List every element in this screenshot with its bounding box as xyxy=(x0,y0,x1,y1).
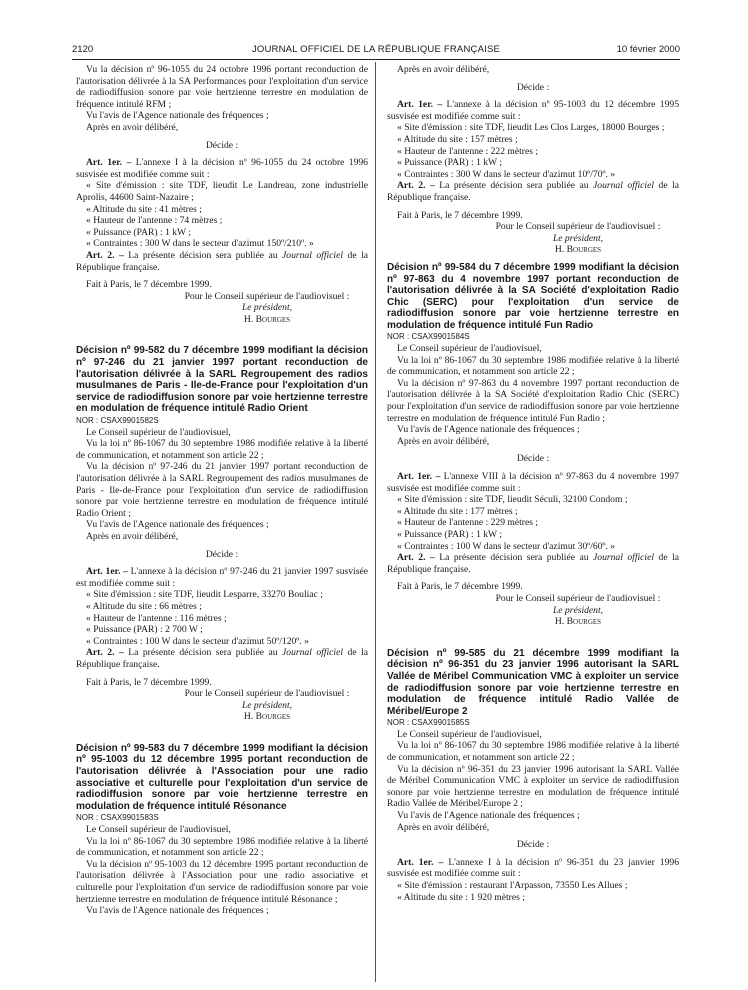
article-text: La présente décision sera publiée au xyxy=(439,552,589,564)
paragraph: Vu la décision nº 96-1055 du 24 octobre 1996 portant reconduction de l'autorisation délivrée à la SA Performances pour l'exploitation d'un service de radiodiffusion sonore par voie hertzienne terrestre en modulation de fréquence intitulé RFM ; xyxy=(76,64,368,110)
antenna-height-line: « Hauteur de l'antenne : 116 mètres ; xyxy=(86,612,227,624)
journal-name: Journal officiel xyxy=(593,552,655,564)
antenna-height-line: « Hauteur de l'antenne : 229 mètres ; xyxy=(397,517,539,529)
article-1 xyxy=(76,157,368,180)
article-1 xyxy=(387,99,679,122)
altitude-line: « Altitude du site : 66 mètres ; xyxy=(86,600,202,612)
article-2 xyxy=(76,250,368,273)
signatory-title: Le président, xyxy=(552,604,604,616)
paragraph: Vu la loi nº 86-1067 du 30 septembre 1986 modifiée relative à la liberté de communication, et notamment son article 22 ; xyxy=(387,354,679,378)
paragraph: Vu l'avis de l'Agence nationale des fréquences ; xyxy=(86,519,269,531)
left-column xyxy=(76,64,368,917)
done-at: Fait à Paris, le 7 décembre 1999. xyxy=(86,676,212,688)
decision-title: Décision nº 99-582 du 7 décembre 1999 modifiant la décision nº 97-246 du 21 janvier 1997 portant reconduction de l'autorisation délivrée à la SARL Regroupement des radios musulmanes de Paris - Ile-de-France pour l'exploitation d'un service de radiodiffusion sonore par voie hertzienne terrestre en modulation de fréquence intitulé Radio Orient xyxy=(76,345,368,415)
article-text: L'annexe à la décision nº 97-246 du 21 janvier 1997 susvisée est modifiée comme suit : xyxy=(76,566,368,589)
altitude-line: « Altitude du site : 1 920 mètres ; xyxy=(397,891,525,903)
constraints-line: « Contraintes : 100 W dans le secteur d'azimut 50º/120º. » xyxy=(86,635,309,647)
paragraph: Le Conseil supérieur de l'audiovisuel, xyxy=(86,824,231,836)
signatory-title: Le président, xyxy=(552,232,604,244)
nor-reference: NOR : CSAX9901582S xyxy=(76,416,159,426)
power-line: « Puissance (PAR) : 1 kW ; xyxy=(86,226,192,238)
decision-title: Décision nº 99-585 du 21 décembre 1999 modifiant la décision nº 96-351 du 23 janvier 1996 autorisant la SARL Vallée de Méribel Communication VMC à exploiter un service de radiodiffusion sonore par voie hertzienne terrestre en modulation de fréquence intitulé Radio Vallée de Méribel/Europe 2 xyxy=(387,647,679,717)
article-label: Art. 1er. – xyxy=(397,856,444,868)
article-label: Art. 1er. – xyxy=(397,99,443,111)
paragraph: Le Conseil supérieur de l'audiovisuel, xyxy=(397,343,542,355)
right-column xyxy=(387,64,679,903)
article-label: Art. 2. – xyxy=(397,180,435,192)
done-at: Fait à Paris, le 7 décembre 1999. xyxy=(397,581,523,593)
decide-heading: Décide : xyxy=(516,453,550,465)
article-text: La présente décision sera publiée au xyxy=(128,249,278,261)
antenna-height-line: « Hauteur de l'antenne : 222 mètres ; xyxy=(397,145,539,157)
article-text: La présente décision sera publiée au xyxy=(128,647,278,659)
antenna-height-line: « Hauteur de l'antenne : 74 mètres ; xyxy=(86,215,223,227)
header-rule xyxy=(72,59,680,60)
nor-reference: NOR : CSAX9901585S xyxy=(387,718,470,728)
article-2 xyxy=(76,647,368,670)
signatory-name: H. Bourges xyxy=(554,616,602,628)
power-line: « Puissance (PAR) : 1 kW ; xyxy=(397,157,503,169)
article-2 xyxy=(387,180,679,203)
paragraph: Vu la décision nº 95-1003 du 12 décembre 1995 portant reconduction de l'autorisation délivrée à l'Association pour une radio associative et culturelle pour l'exploitation d'un service de radiodiffusion sonore par voie hertzienne terrestre en modulation de fréquence intitulé Résonance ; xyxy=(76,858,368,905)
paragraph: Après en avoir délibéré, xyxy=(397,435,490,447)
signatory-name: H. Bourges xyxy=(243,313,291,325)
signatory-title: Le président, xyxy=(241,302,293,314)
constraints-line: « Contraintes : 300 W dans le secteur d'azimut 10º/70º. » xyxy=(397,168,616,180)
decide-heading: Décide : xyxy=(205,548,239,560)
paragraph: Vu la loi nº 86-1067 du 30 septembre 1986 modifiée relative à la liberté de communication, et notamment son article 22 ; xyxy=(76,835,368,859)
paragraph: Après en avoir délibéré, xyxy=(86,530,179,542)
power-line: « Puissance (PAR) : 1 kW ; xyxy=(397,528,503,540)
paragraph: Le Conseil supérieur de l'audiovisuel, xyxy=(397,728,542,740)
signatory-name: H. Bourges xyxy=(554,244,602,256)
paragraph: Vu l'avis de l'Agence nationale des fréquences ; xyxy=(397,424,580,436)
site-line: « Site d'émission : site TDF, lieudit Les Clos Larges, 18000 Bourges ; xyxy=(397,122,665,134)
decide-heading: Décide : xyxy=(516,839,550,851)
altitude-line: « Altitude du site : 157 mètres ; xyxy=(397,133,518,145)
journal-title: JOURNAL OFFICIEL DE LA RÉPUBLIQUE FRANÇAISE xyxy=(251,44,501,55)
site-line: « Site d'émission : restaurant l'Arpasson, 73550 Les Allues ; xyxy=(397,880,628,891)
issue-date: 10 février 2000 xyxy=(616,44,680,55)
paragraph: Vu la décision nº 97-863 du 4 novembre 1997 portant reconduction de l'autorisation délivrée à la SA Société d'exploitation Radio Chic (SERC) pour l'exploitation d'un service de radiodiffusion sonore par voie hertzienne terrestre en modulation de fréquence intitulé Fun Radio ; xyxy=(387,377,679,424)
article-label: Art. 1er. – xyxy=(397,471,441,482)
column-divider xyxy=(375,62,376,982)
page-number: 2120 xyxy=(72,44,94,55)
signatory-name: H. Bourges xyxy=(243,711,291,723)
signatory-for: Pour le Conseil supérieur de l'audiovisuel : xyxy=(184,290,350,302)
decision-title: Décision nº 99-583 du 7 décembre 1999 modifiant la décision nº 95-1003 du 12 décembre 1995 portant reconduction de l'autorisation délivrée à l'Association pour une radio associative et culturelle pour l'exploitation d'un service de radiodiffusion sonore par voie hertzienne terrestre en modulation de fréquence intitulé Résonance xyxy=(76,742,368,812)
article-label: Art. 2. – xyxy=(86,647,124,659)
paragraph: Vu la loi nº 86-1067 du 30 septembre 1986 modifiée relative à la liberté de communication, et notamment son article 22 ; xyxy=(76,438,368,461)
article-label: Art. 2. – xyxy=(397,552,435,564)
article-text: de la République française. xyxy=(76,249,368,273)
paragraph: Vu la loi nº 86-1067 du 30 septembre 1986 modifiée relative à la liberté de communication, et notamment son article 22 ; xyxy=(387,740,679,764)
done-at: Fait à Paris, le 7 décembre 1999. xyxy=(397,209,523,221)
article-text: L'annexe à la décision nº 95-1003 du 12 décembre 1995 susvisée est modifiée comme suit : xyxy=(387,99,679,122)
site-line: « Site d'émission : site TDF, lieudit Lesparre, 33270 Bouliac ; xyxy=(86,589,323,601)
paragraph: Après en avoir délibéré, xyxy=(397,64,490,75)
article-label: Art. 1er. – xyxy=(86,157,132,169)
journal-name: Journal officiel xyxy=(282,249,344,261)
decide-heading: Décide : xyxy=(516,81,550,93)
article-2 xyxy=(387,552,679,575)
paragraph: Vu l'avis de l'Agence nationale des fréquences ; xyxy=(86,905,269,917)
done-at: Fait à Paris, le 7 décembre 1999. xyxy=(86,279,212,291)
decision-title: Décision nº 99-584 du 7 décembre 1999 modifiant la décision nº 97-863 du 4 novembre 1997 portant reconduction de l'autorisation délivrée à la SA Société d'exploitation Radio Chic (SERC) pour l'exploitation d'un service de radiodiffusion sonore par voie hertzienne terrestre en modulation de fréquence intitulé Fun Radio xyxy=(387,261,679,331)
paragraph: Vu l'avis de l'Agence nationale des fréquences ; xyxy=(397,810,580,822)
article-text: L'annexe VIII à la décision nº 97-863 du 4 novembre 1997 susvisée est modifiée comme suit : xyxy=(387,471,679,494)
site-line: « Site d'émission : site TDF, lieudit Le Landreau, zone industrielle Aprolis, 44600 Saint-Nazaire ; xyxy=(76,180,368,203)
decide-heading: Décide : xyxy=(205,139,239,151)
page-header xyxy=(72,44,680,58)
altitude-line: « Altitude du site : 177 mètres ; xyxy=(397,505,518,517)
paragraph: Vu l'avis de l'Agence nationale des fréquences ; xyxy=(86,110,269,122)
article-text: de la République française. xyxy=(76,647,368,670)
altitude-line: « Altitude du site : 41 mètres ; xyxy=(86,203,202,215)
constraints-line: « Contraintes : 300 W dans le secteur d'azimut 150º/210º. » xyxy=(86,238,314,250)
paragraph: Après en avoir délibéré, xyxy=(86,121,179,133)
paragraph: Le Conseil supérieur de l'audiovisuel, xyxy=(86,426,231,438)
journal-name: Journal officiel xyxy=(593,180,655,192)
article-label: Art. 1er. – xyxy=(86,566,128,578)
site-line: « Site d'émission : site TDF, lieudit Séculi, 32100 Condom ; xyxy=(397,494,628,506)
signatory-title: Le président, xyxy=(241,699,293,711)
nor-reference: NOR : CSAX9901584S xyxy=(387,332,470,342)
paragraph: Vu la décision nº 96-351 du 23 janvier 1996 autorisant la SARL Vallée de Méribel Communication VMC à exploiter un service de radiodiffusion sonore par voie hertzienne terrestre en modulation de fréquence intitulé Radio Vallée de Méribel/Europe 2 ; xyxy=(387,763,679,810)
signatory-for: Pour le Conseil supérieur de l'audiovisuel : xyxy=(184,688,350,700)
paragraph: Après en avoir délibéré, xyxy=(397,821,490,833)
constraints-line: « Contraintes : 100 W dans le secteur d'azimut 30º/60º. » xyxy=(397,540,616,552)
article-text: de la République française. xyxy=(387,552,679,575)
paragraph: Vu la décision nº 97-246 du 21 janvier 1997 portant reconduction de l'autorisation délivrée à la SARL Regroupement des radios musulmanes de Paris - Ile-de-France pour l'exploitation d'un service de radiodiffusion sonore par voie hertzienne terrestre en modulation de fréquence intitulé Radio Orient ; xyxy=(76,461,368,519)
signatory-for: Pour le Conseil supérieur de l'audiovisuel : xyxy=(495,592,661,604)
article-text: de la République française. xyxy=(387,180,679,203)
signatory-for: Pour le Conseil supérieur de l'audiovisuel : xyxy=(495,221,661,233)
article-text: L'annexe I à la décision nº 96-1055 du 24 octobre 1996 susvisée est modifiée comme suit : xyxy=(76,157,368,180)
article-1 xyxy=(76,566,368,589)
article-text: L'annexe I à la décision nº 96-351 du 23 janvier 1996 susvisée est modifiée comme suit : xyxy=(387,856,679,880)
article-1 xyxy=(387,471,679,494)
article-label: Art. 2. – xyxy=(86,249,124,261)
journal-name: Journal officiel xyxy=(282,647,344,659)
power-line: « Puissance (PAR) : 2 700 W ; xyxy=(86,624,203,636)
nor-reference: NOR : CSAX9901583S xyxy=(76,813,159,823)
article-1 xyxy=(387,857,679,880)
article-text: La présente décision sera publiée au xyxy=(439,180,589,192)
